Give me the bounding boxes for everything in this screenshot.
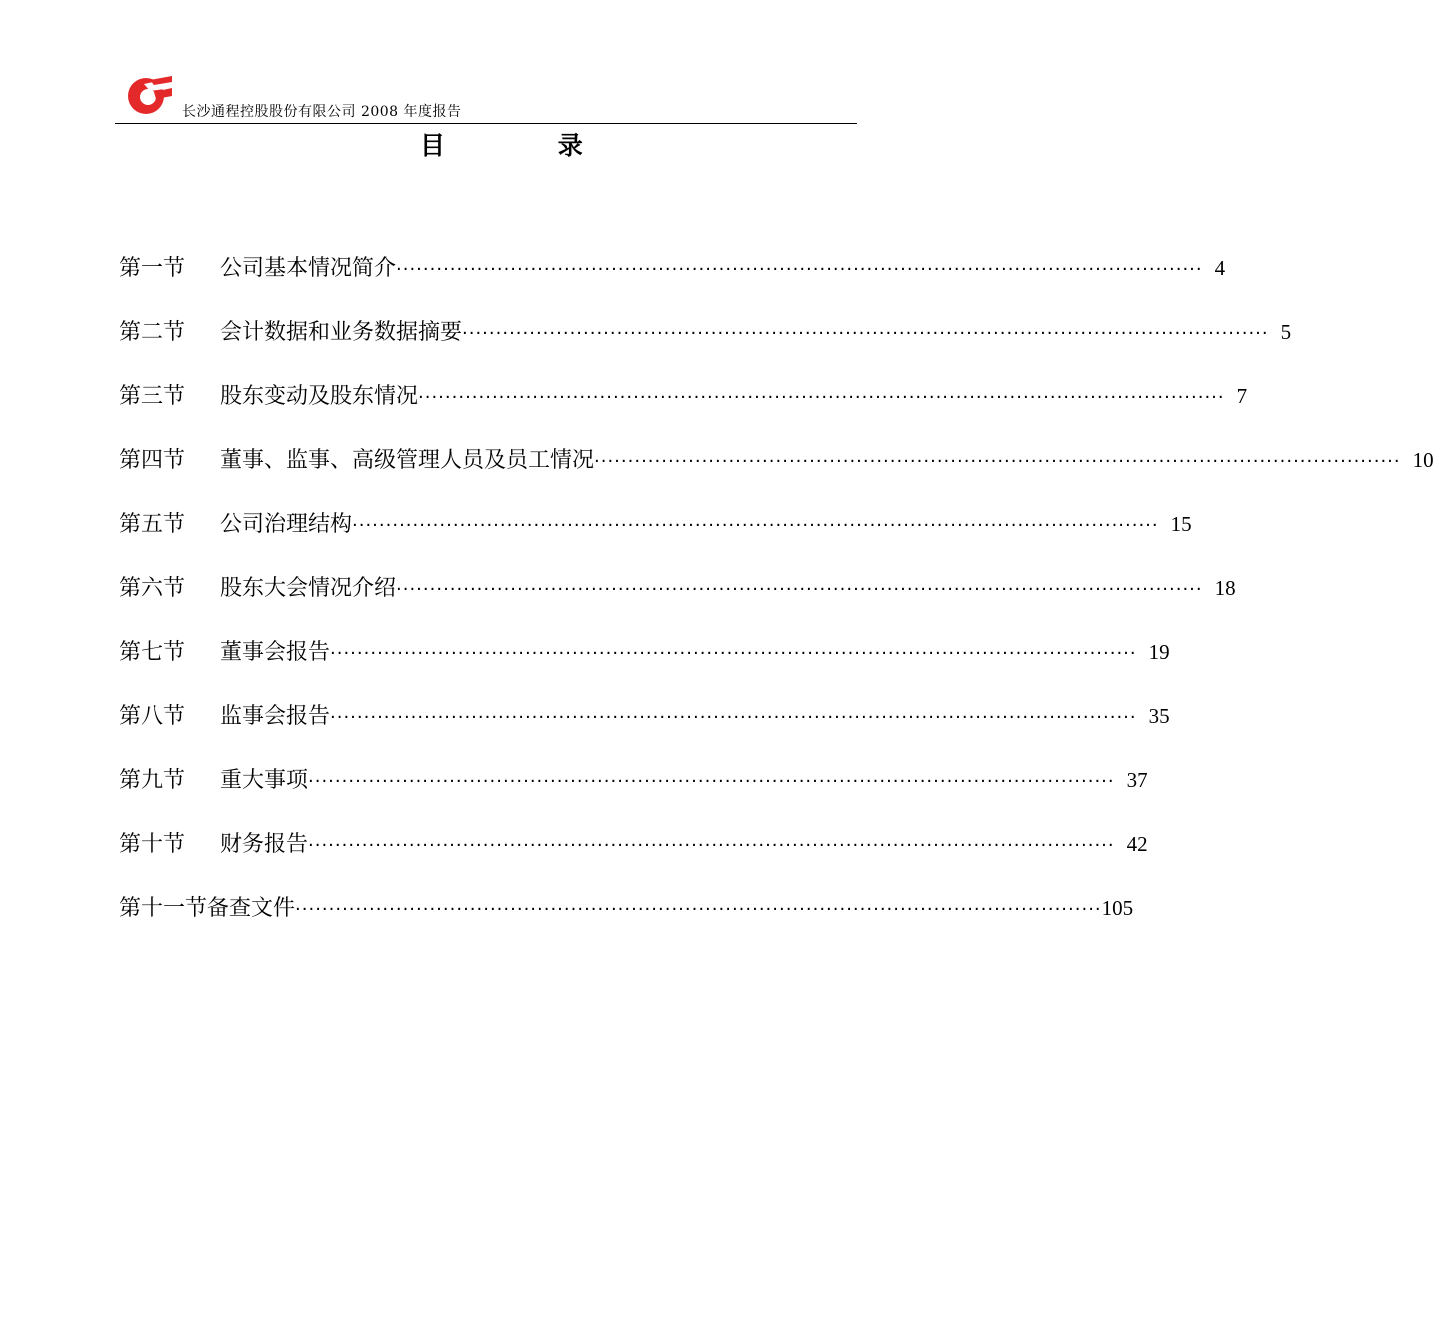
toc-page-number: 5: [1280, 320, 1292, 344]
toc-entry-4[interactable]: [119, 443, 1434, 477]
toc-leader-dots: ························································································································: [462, 323, 1269, 344]
toc-section-number: 第七节: [119, 640, 186, 665]
toc-leader-dots: ························································································································: [594, 451, 1401, 472]
toc-entry-3[interactable]: [119, 379, 1248, 413]
toc-page-number: 7: [1236, 384, 1248, 408]
page-title: 目 录: [420, 131, 635, 160]
toc-entry-7[interactable]: [119, 635, 1170, 669]
toc-section-number: 第九节: [119, 768, 186, 793]
toc-section-number: 第十一节: [119, 896, 208, 921]
toc-page-number: 37: [1126, 768, 1148, 792]
toc-entry-8[interactable]: [119, 699, 1170, 733]
toc-leader-dots: ························································································································: [308, 771, 1115, 792]
toc-section-title: 财务报告: [220, 832, 309, 857]
toc-entry-11[interactable]: [119, 891, 1134, 925]
toc-section-number: 第二节: [119, 320, 186, 345]
toc-entry-5[interactable]: [119, 507, 1192, 541]
company-logo-icon: [124, 74, 172, 116]
toc-section-number: 第八节: [119, 704, 186, 729]
toc-leader-dots: ························································································································: [396, 579, 1203, 600]
toc-section-number: 第一节: [119, 256, 186, 281]
toc-entry-9[interactable]: [119, 763, 1148, 797]
toc-page-number: 35: [1148, 704, 1170, 728]
toc-section-title: 公司基本情况简介: [220, 256, 397, 281]
toc-section-title: 公司治理结构: [220, 512, 353, 537]
toc-page-number: 4: [1214, 256, 1226, 280]
toc-page-number: 42: [1126, 832, 1148, 856]
toc-leader-dots: ························································································································: [352, 515, 1159, 536]
toc-section-title: 董事、监事、高级管理人员及员工情况: [220, 448, 595, 473]
toc-entry-10[interactable]: [119, 827, 1148, 861]
toc-entry-1[interactable]: [119, 251, 1226, 285]
toc-section-title: 股东变动及股东情况: [220, 384, 419, 409]
header-divider: [115, 123, 857, 124]
toc-section-title: 股东大会情况介绍: [220, 576, 397, 601]
toc-page-number: 19: [1148, 640, 1170, 664]
report-header-title: 长沙通程控股股份有限公司 2008 年度报告: [182, 104, 462, 120]
toc-section-number: 第五节: [119, 512, 186, 537]
toc-entry-2[interactable]: [119, 315, 1292, 349]
toc-section-number: 第十节: [119, 832, 186, 857]
toc-section-title: 会计数据和业务数据摘要: [220, 320, 463, 345]
toc-leader-dots: ························································································································: [396, 259, 1203, 280]
toc-section-title: 董事会报告: [220, 640, 331, 665]
toc-page-number: 18: [1214, 576, 1236, 600]
toc-leader-dots: ························································································································: [295, 899, 1102, 920]
toc-section-number: 第六节: [119, 576, 186, 601]
toc-page-number: 15: [1170, 512, 1192, 536]
toc-leader-dots: ························································································································: [418, 387, 1225, 408]
toc-entry-6[interactable]: [119, 571, 1236, 605]
toc-section-number: 第三节: [119, 384, 186, 409]
toc-section-number: 第四节: [119, 448, 186, 473]
toc-leader-dots: ························································································································: [330, 707, 1137, 728]
toc-section-title: 重大事项: [220, 768, 309, 793]
toc-leader-dots: ························································································································: [330, 643, 1137, 664]
toc-page-number: 10: [1412, 448, 1434, 472]
toc-section-title: 监事会报告: [220, 704, 331, 729]
toc-section-title: 备查文件: [207, 896, 296, 921]
toc-leader-dots: ························································································································: [308, 835, 1115, 856]
toc-page-number: 105: [1101, 896, 1134, 920]
